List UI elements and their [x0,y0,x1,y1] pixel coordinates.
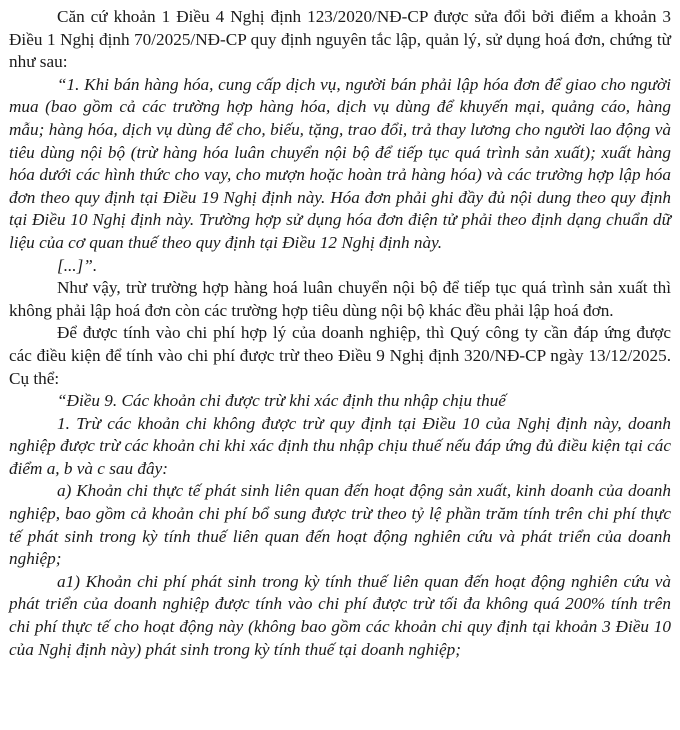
quote-decree-123-clause-1: “1. Khi bán hàng hóa, cung cấp dịch vụ, người bán phải lập hóa đơn để giao cho người mua (bao gồm cả các trường hợp hàng hóa, dịch vụ dùng để khuyến mại, quảng cáo, hàng mẫu; hàng hóa, dịch vụ dùng để cho, biếu, tặng, trao đổi, trả thay lương cho người lao động và tiêu dùng nội bộ (trừ hàng hóa luân chuyển nội bộ để tiếp tục quá trình sản xuất); xuất hàng hóa dưới các hình thức cho vay, cho mượn hoặc hoàn trả hàng hóa) và các trường hợp lập hóa đơn theo quy định tại Điều 19 Nghị định này. Hóa đơn phải ghi đầy đủ nội dung theo quy định tại Điều 10 Nghị định này. Trường hợp sử dụng hóa đơn điện tử phải theo định dạng chuẩn dữ liệu của cơ quan thuế theo quy định tại Điều 12 Nghị định này. [9,74,671,252]
paragraph-conclusion-internal-use: Như vậy, trừ trường hợp hàng hoá luân chuyển nội bộ để tiếp tục quá trình sản xuất thì không phải lập hoá đơn còn các trường hợp tiêu dùng nội bộ khác đều phải lập hoá đơn. [9,278,671,320]
article-9-point-a1: a1) Khoản chi phí phát sinh trong kỳ tính thuế liên quan đến hoạt động nghiên cứu và phát triển của doanh nghiệp được tính vào chi phí được trừ tối đa không quá 200% tính trên chi phí thực tế cho hoạt động này (không bao gồm các khoản chi quy định tại khoản 3 Điều 10 của Nghị định này) phát sinh trong kỳ tính thuế tại doanh nghiệp; [9,571,671,659]
article-9-point-a: a) Khoản chi thực tế phát sinh liên quan đến hoạt động sản xuất, kinh doanh của doanh nghiệp, bao gồm cả khoản chi phí bổ sung được trừ theo tỷ lệ phần trăm tính trên chi phí thực tế phát sinh trong kỳ tính thuế liên quan đến hoạt động nghiên cứu và phát triển của doanh nghiệp; [9,481,671,569]
paragraph-legal-basis: Căn cứ khoản 1 Điều 4 Nghị định 123/2020/NĐ-CP được sửa đổi bởi điểm a khoản 3 Điều 1 Nghị định 70/2025/NĐ-CP quy định nguyên tắc lập, quản lý, sử dụng hoá đơn, chứng từ như sau: [9,7,671,72]
article-9-clause-1: 1. Trừ các khoản chi không được trừ quy định tại Điều 10 của Nghị định này, doanh nghiệp được trừ các khoản chi khi xác định thu nhập chịu thuế nếu đáp ứng đủ điều kiện tại các điểm a, b và c sau đây: [9,413,671,478]
article-9-title: “Điều 9. Các khoản chi được trừ khi xác định thu nhập chịu thuế [57,391,506,411]
quote-ellipsis: [...]”. [57,255,98,275]
paragraph-expense-conditions: Để được tính vào chi phí hợp lý của doanh nghiệp, thì Quý công ty cần đáp ứng được các điều kiện để tính vào chi phí được trừ theo Điều 9 Nghị định 320/NĐ-CP ngày 13/12/2025. Cụ thể: [9,323,671,388]
document-body [9,6,671,661]
